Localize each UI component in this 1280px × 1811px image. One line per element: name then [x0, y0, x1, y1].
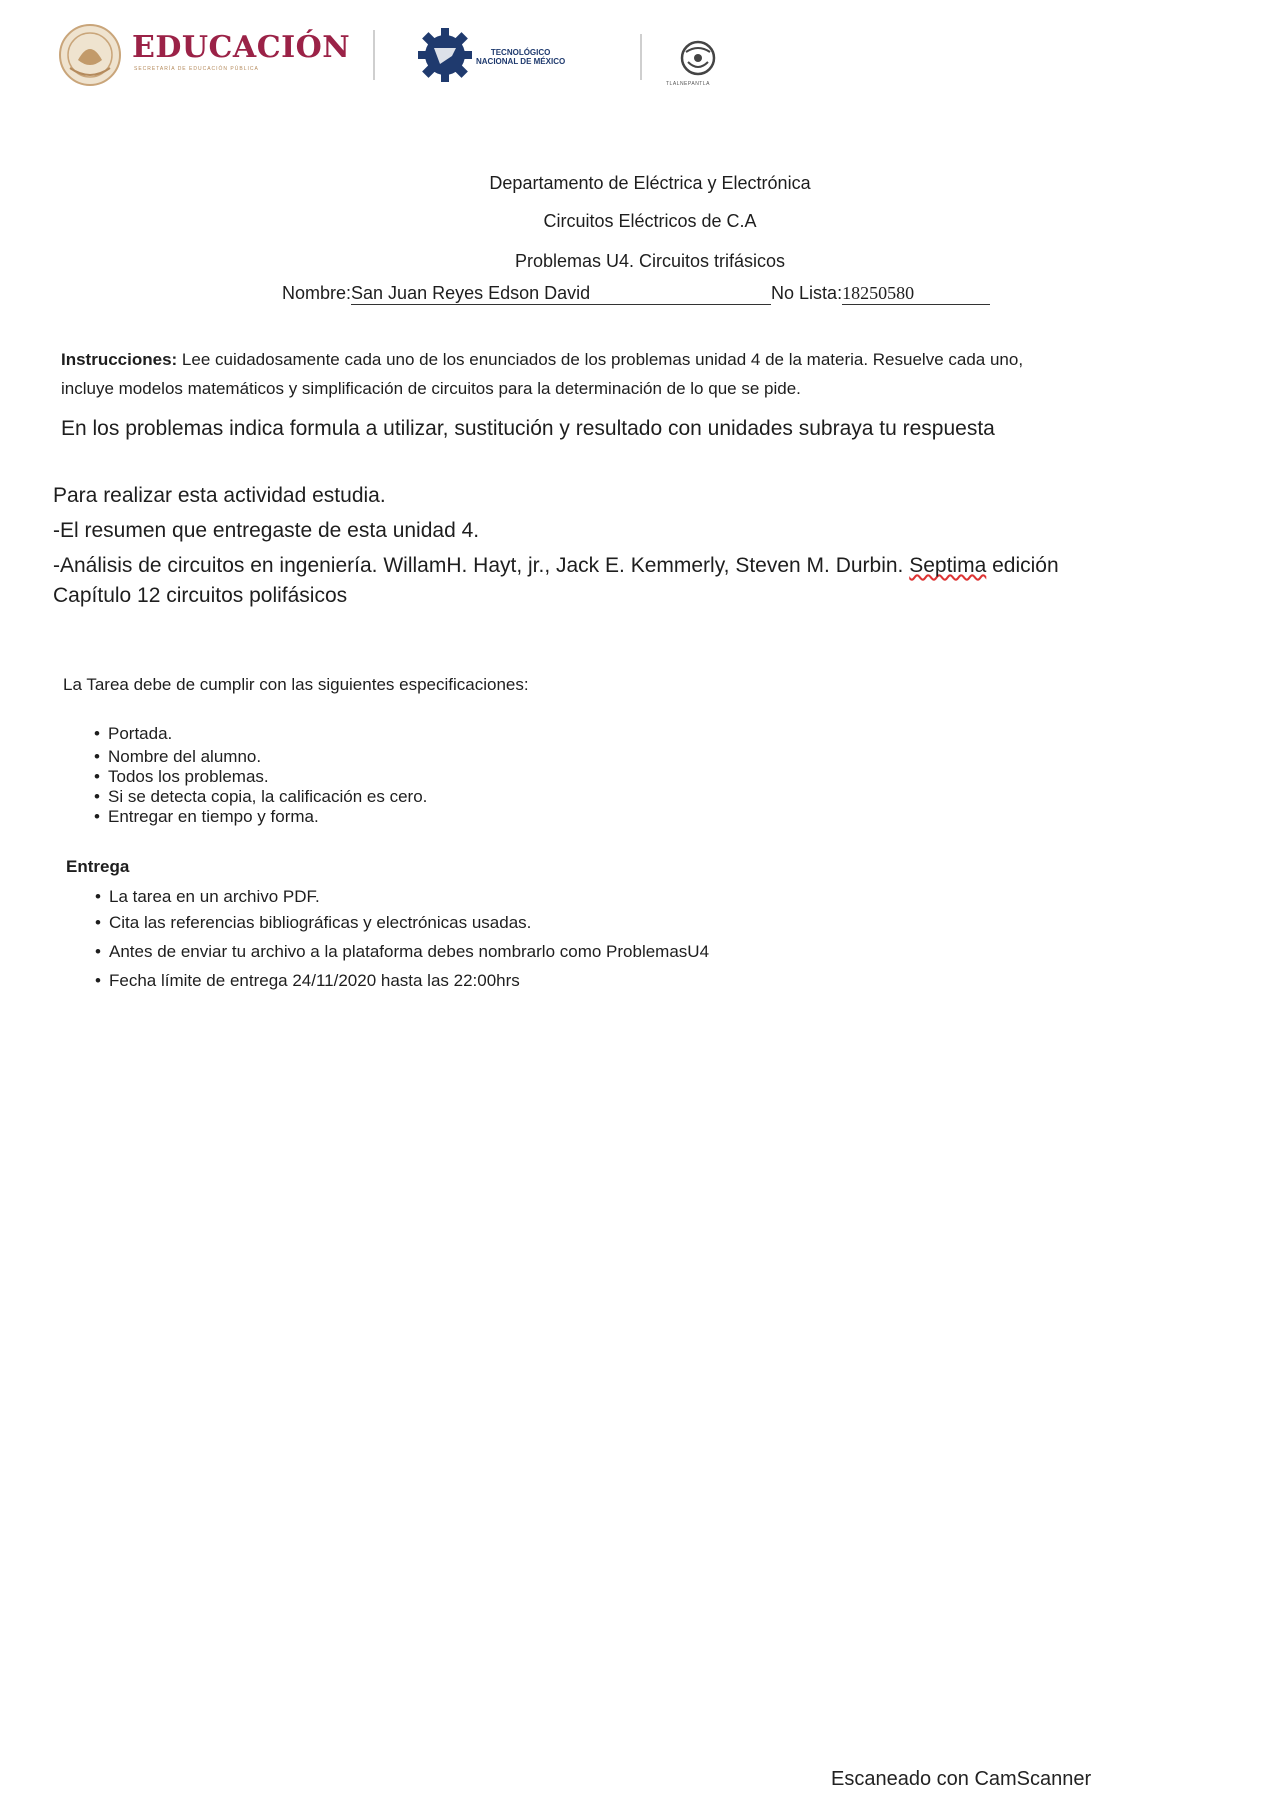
- assignment-title: Problemas U4. Circuitos trifásicos: [514, 251, 786, 271]
- requirements-list: [94, 724, 427, 827]
- instructions-line2: incluye modelos matemáticos y simplificación de circuitos para la determinación de lo que se pide.: [61, 379, 801, 398]
- delivery-list: [95, 887, 709, 991]
- logo-divider: [640, 34, 642, 80]
- spellcheck-flagged-word: Septima: [909, 554, 987, 577]
- list-item: • Cita las referencias bibliográficas y electrónicas usadas.: [95, 913, 709, 933]
- list-item: • Entregar en tiempo y forma.: [94, 807, 427, 827]
- department-title: Departamento de Eléctrica y Electrónica: [489, 173, 811, 193]
- list-item: • Todos los problemas.: [94, 767, 427, 787]
- instructions-text-1: Lee cuidadosamente cada uno de los enunciados de los problemas unidad 4 de la materia. Resuelve cada uno,: [177, 350, 1024, 369]
- list-item: • Si se detecta copia, la calificación es cero.: [94, 787, 427, 807]
- requirements-intro: La Tarea debe de cumplir con las siguientes especificaciones:: [63, 675, 529, 694]
- list-item: • La tarea en un archivo PDF.: [95, 887, 709, 907]
- study-intro: Para realizar esta actividad estudia.: [53, 484, 386, 507]
- tecnm-logo-text: [476, 48, 565, 66]
- educacion-logo-text: EDUCACIÓN: [132, 30, 351, 65]
- study-item-summary: -El resumen que entregaste de esta unidad 4.: [53, 519, 480, 542]
- itt-emblem-icon: [676, 38, 720, 80]
- name-value: San Juan Reyes Edson David: [351, 283, 771, 305]
- list-label: No Lista:: [771, 283, 843, 303]
- tecnm-gear-icon: [416, 26, 474, 84]
- instructions-label: Instrucciones:: [61, 350, 178, 369]
- list-item: • Fecha límite de entrega 24/11/2020 hasta las 22:00hrs: [95, 971, 709, 991]
- tecnm-logo-line1: TECNOLÓGICO: [490, 48, 551, 57]
- instructions-line1: [61, 350, 1023, 370]
- study-item-chapter: Capítulo 12 circuitos polifásicos: [53, 584, 348, 607]
- mexico-coat-of-arms-icon: [48, 20, 132, 90]
- logo-divider: [373, 30, 375, 80]
- name-label: Nombre:: [282, 283, 352, 303]
- list-item: • Nombre del alumno.: [94, 747, 427, 767]
- list-value: 18250580: [842, 283, 990, 305]
- delivery-heading: Entrega: [66, 857, 130, 876]
- list-item: • Antes de enviar tu archivo a la plataforma debes nombrarlo como ProblemasU4: [95, 942, 709, 962]
- instructions-emphasis: En los problemas indica formula a utilizar, sustitución y resultado con unidades subraya tu respuesta: [61, 417, 995, 440]
- camscanner-watermark: Escaneado con CamScanner: [831, 1768, 1092, 1790]
- list-item: • Portada.: [94, 724, 427, 744]
- itt-logo-caption: TLALNEPANTLA: [666, 81, 710, 87]
- study-book-text: -Análisis de circuitos en ingeniería. WillamH. Hayt, jr., Jack E. Kemmerly, Steven M. Durbin.: [53, 554, 904, 577]
- student-info-row: [282, 283, 990, 305]
- study-book-edition: edición: [986, 554, 1059, 577]
- tecnm-logo-line2: NACIONAL DE MÉXICO: [476, 57, 566, 66]
- educacion-logo-subtitle: SECRETARÍA DE EDUCACIÓN PÚBLICA: [134, 66, 259, 72]
- course-title: Circuitos Eléctricos de C.A: [543, 211, 757, 231]
- study-item-book: [53, 554, 1059, 578]
